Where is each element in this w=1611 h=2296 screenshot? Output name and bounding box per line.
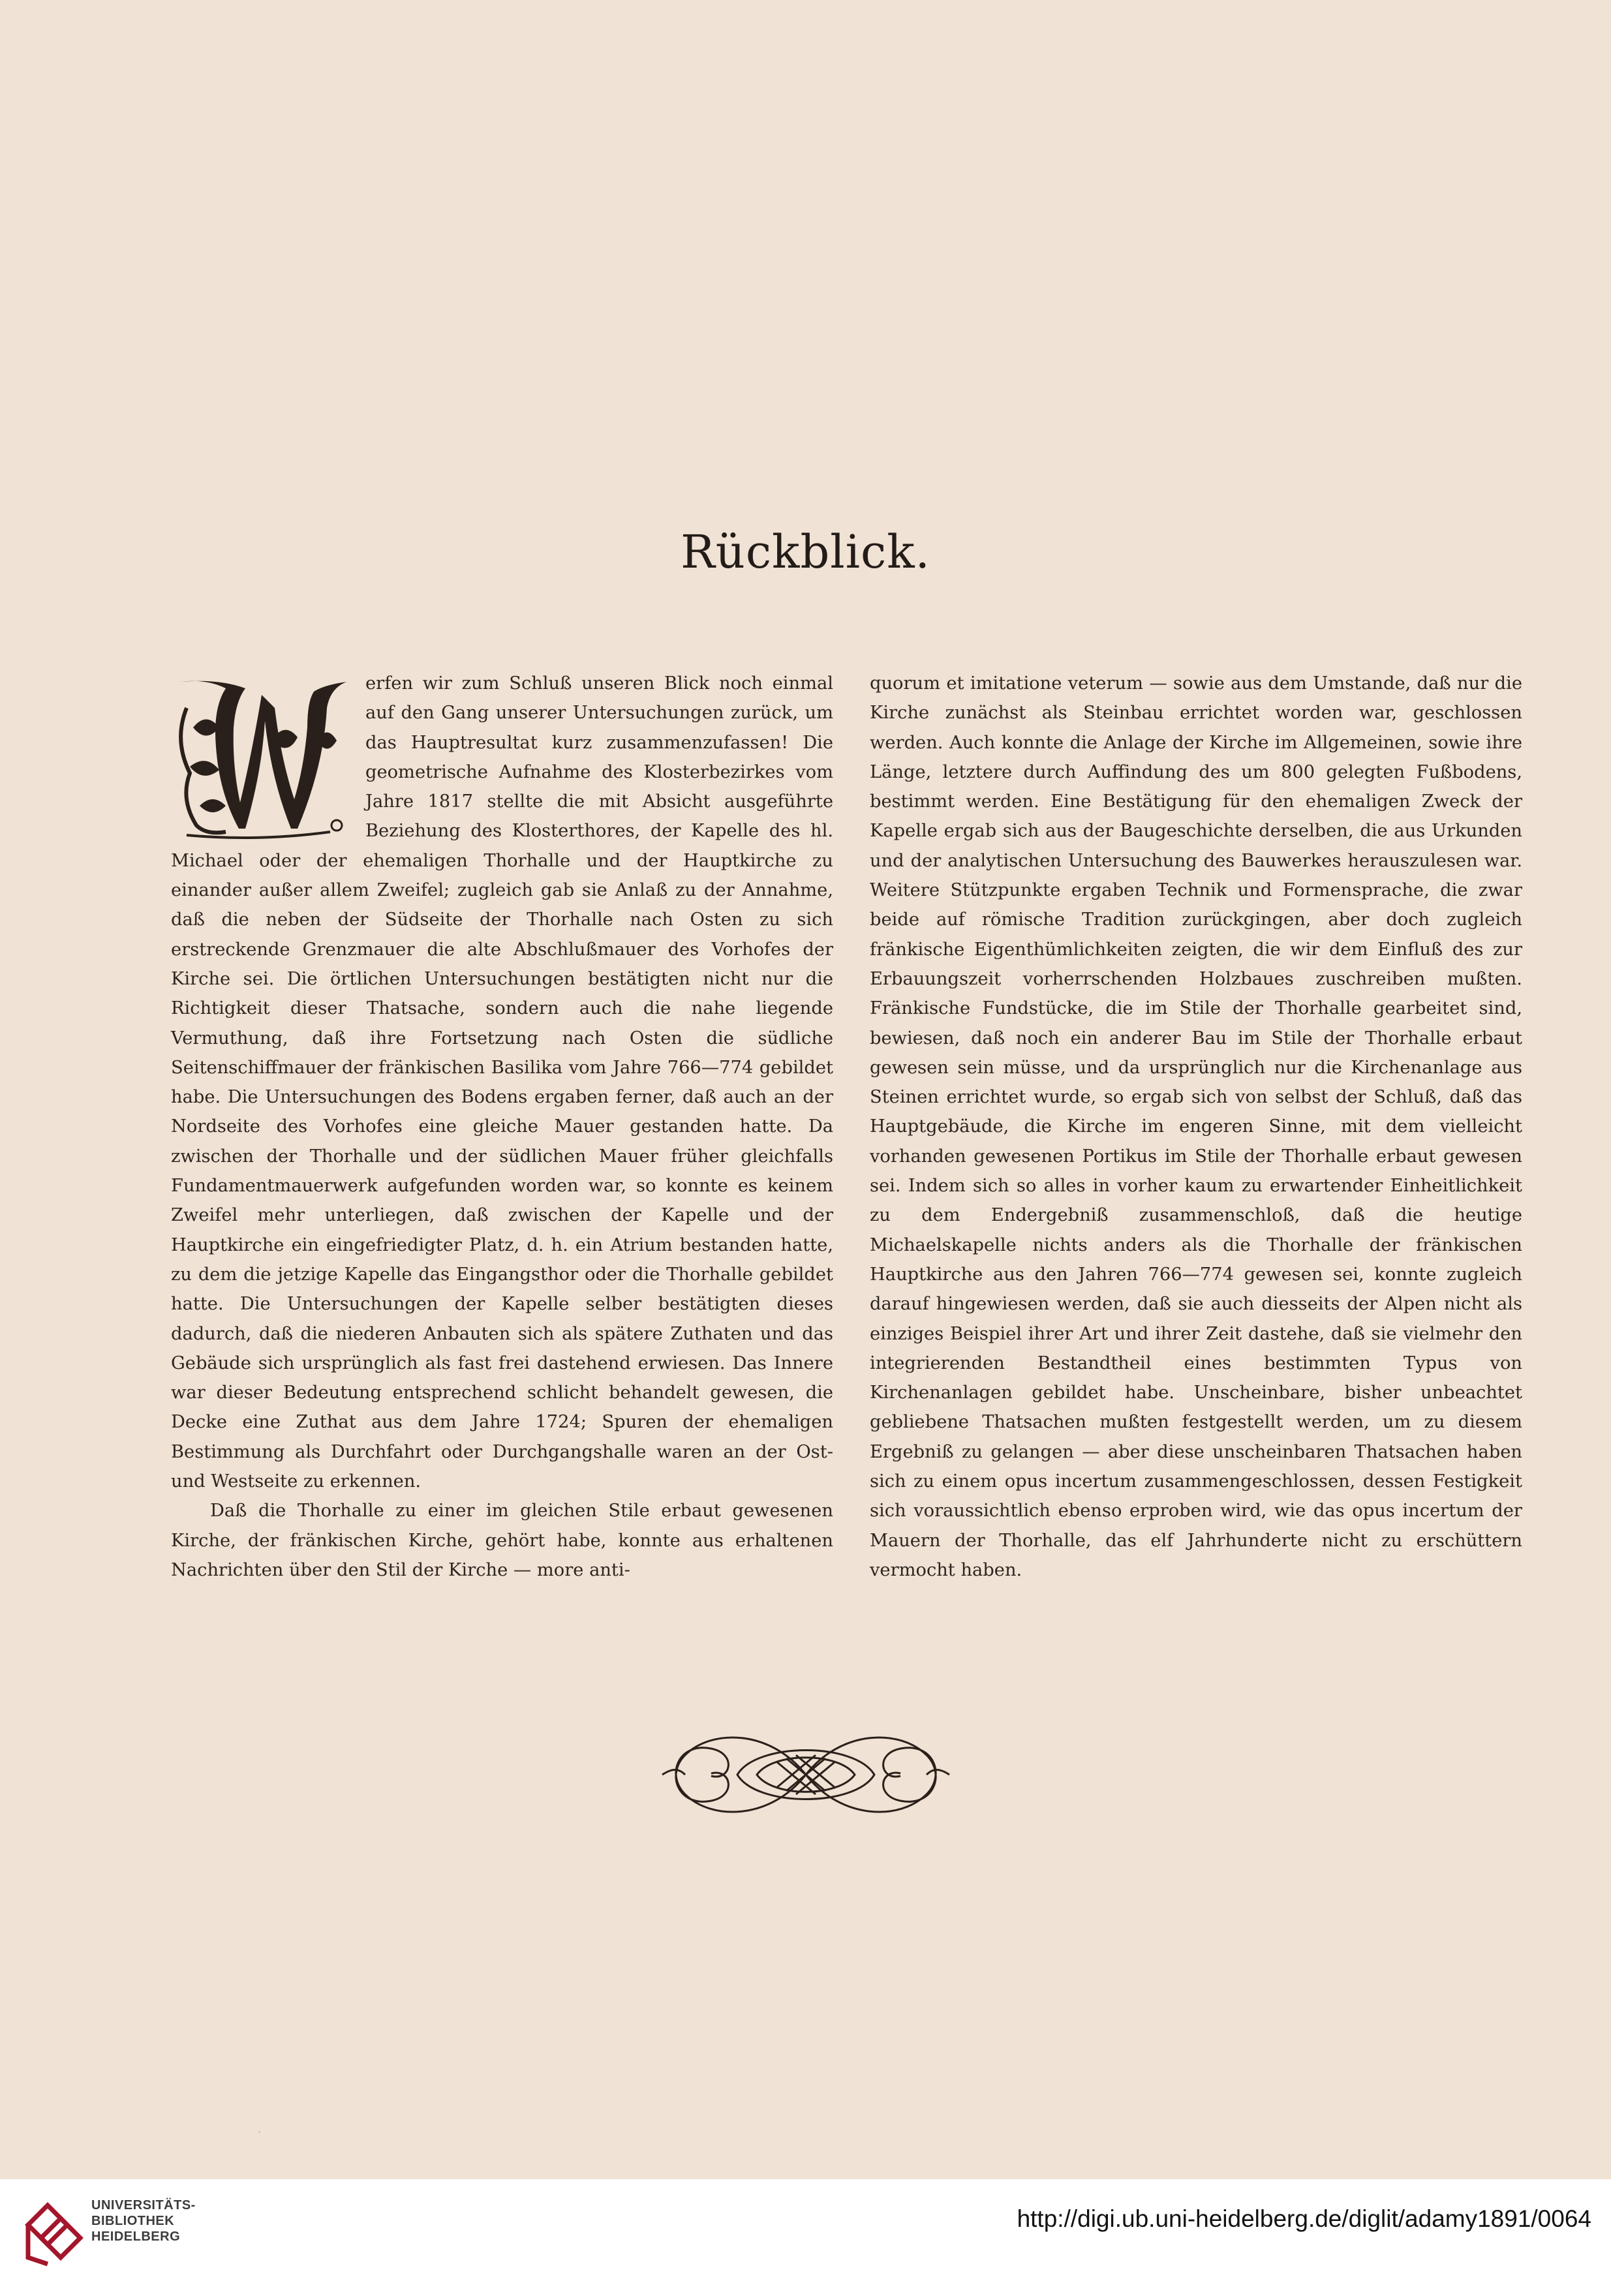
library-name xyxy=(91,2197,196,2244)
ub-heidelberg-logo-icon[interactable] xyxy=(18,2192,90,2271)
library-footer xyxy=(0,2179,1611,2296)
right-column xyxy=(870,669,1522,1585)
right-paragraph-1: quorum et imitatione veterum — sowie aus dem Umstande, daß nur die Kirche zunächst als Steinbau errichtet worden war, geschlossen werden. Auch konnte die Anlage der Kirche im Allgemeinen, sowie ihre Länge, letztere durch Auffindung des um 800 gelegten Fußbodens, bestimmt werden. Eine Bestätigung für den ehemaligen Zweck der Kapelle ergab sich aus der Baugeschichte derselben, die aus Urkunden und der analytischen Untersuchung des Bauwerkes herauszulesen war. Weitere Stützpunkte ergaben Technik und Formensprache, die zwar beide auf römische Tradition zurückgingen, aber doch zugleich fränkische Eigenthümlichkeiten zeigten, die wir dem Einfluß des zur Erbauungszeit vorherrschenden Holzbaues zuschreiben mußten. Fränkische Fundstücke, die im Stile der Thorhalle gearbeitet sind, bewiesen, daß noch ein anderer Bau im Stile der Thorhalle erbaut gewesen sein müsse, und da ursprünglich nur die Kirchenanlage aus Steinen errichtet wurde, so ergab sich von selbst der Schluß, daß das Hauptgebäude, die Kirche im engeren Sinne, mit dem vielleicht vorhanden gewesenen Portikus im Stile der Thorhalle erbaut gewesen sei. Indem sich so alles in vorher kaum zu erwartender Einheitlichkeit zu dem Endergebniß zusammenschloß, daß die heutige Michaelskapelle nichts anders als die Thorhalle der fränkischen Hauptkirche aus den Jahren 766—774 gewesen sei, konnte zugleich darauf hingewiesen werden, daß sie auch diesseits der Alpen nicht als einziges Beispiel ihrer Art und ihrer Zeit dastehe, daß sie vielmehr den integrierenden Bestandtheil eines bestimmten Typus von Kirchenanlagen gebildet habe. Unscheinbare, bisher unbeachtet gebliebene Thatsachen mußten festgestellt werden, um zu diesem Ergebniß zu gelangen — aber diese unscheinbaren Thatsachen haben sich zu einem opus incertum zusammengeschlossen, dessen Festigkeit sich voraussichtlich ebenso erproben wird, wie das opus incertum der Mauern der Thorhalle, das elf Jahrhunderte nicht zu erschüttern vermocht haben. xyxy=(870,673,1522,1580)
knot-flourish-ornament-icon xyxy=(659,1722,953,1827)
left-paragraph-1: erfen wir zum Schluß unseren Blick noch einmal auf den Gang unserer Untersuchungen zurück, um das Hauptresultat kurz zusammenzufassen! Die geometrische Aufnahme des Klosterbezirkes vom Jahre 1817 stellte die mit Absicht ausgeführte Beziehung des Klosterthores, der Kapelle des hl. Michael oder der ehemaligen Thorhalle und der Hauptkirche zu einander außer allem Zweifel; zugleich gab sie Anlaß zu der Annahme, daß die neben der Südseite der Thorhalle nach Osten zu sich erstreckende Grenzmauer die alte Abschlußmauer des Vorhofes der Kirche sei. Die örtlichen Untersuchungen bestätigten nicht nur die Richtigkeit dieser Thatsache, sondern auch die nahe liegende Vermuthung, daß ihre Fortsetzung nach Osten die südliche Seitenschiffmauer der fränkischen Basilika vom Jahre 766—774 gebildet habe. Die Untersuchungen des Bodens ergaben ferner, daß auch an der Nordseite des Vorhofes eine gleiche Mauer gestanden hatte. Da zwischen der Thorhalle und der südlichen Mauer früher gleichfalls Fundamentmauerwerk aufgefunden worden war, so konnte es keinem Zweifel mehr unterliegen, daß zwischen der Kapelle und der Hauptkirche ein eingefriedigter Platz, d. h. ein Atrium bestanden hatte, zu dem die jetzige Kapelle das Eingangsthor oder die Thorhalle gebildet hatte. Die Untersuchungen der Kapelle selber bestätigten dieses dadurch, daß die niederen Anbauten sich als spätere Zuthaten und das Gebäude sich ursprünglich als fast frei dastehend erwiesen. Das Innere war dieser Bedeutung entsprechend schlicht behandelt gewesen, die Decke eine Zuthat aus dem Jahre 1724; Spuren der ehemaligen Bestimmung als Durchfahrt oder Durchgangshalle waren an der Ost- und Westseite zu erkennen. xyxy=(171,673,833,1492)
left-column xyxy=(167,669,833,1585)
permalink-url[interactable]: http://digi.ub.uni-heidelberg.de/diglit/adamy1891/0064 xyxy=(1017,2205,1591,2232)
library-name-line-3: HEIDELBERG xyxy=(91,2229,181,2244)
library-name-line-2: BIBLIOTHEK xyxy=(91,2214,175,2228)
scan-speck: · xyxy=(258,2126,262,2138)
ornamental-initial-w-icon xyxy=(167,669,356,845)
left-paragraph-2: Daß die Thorhalle zu einer im gleichen Stile erbaut gewesenen Kirche, der fränkischen Kirche, gehört habe, konnte aus erhaltenen Nachrichten über den Stil der Kirche — more anti- xyxy=(171,1501,833,1580)
library-name-line-1: UNIVERSITÄTS- xyxy=(91,2198,196,2212)
page-title: Rückblick. xyxy=(681,525,930,579)
